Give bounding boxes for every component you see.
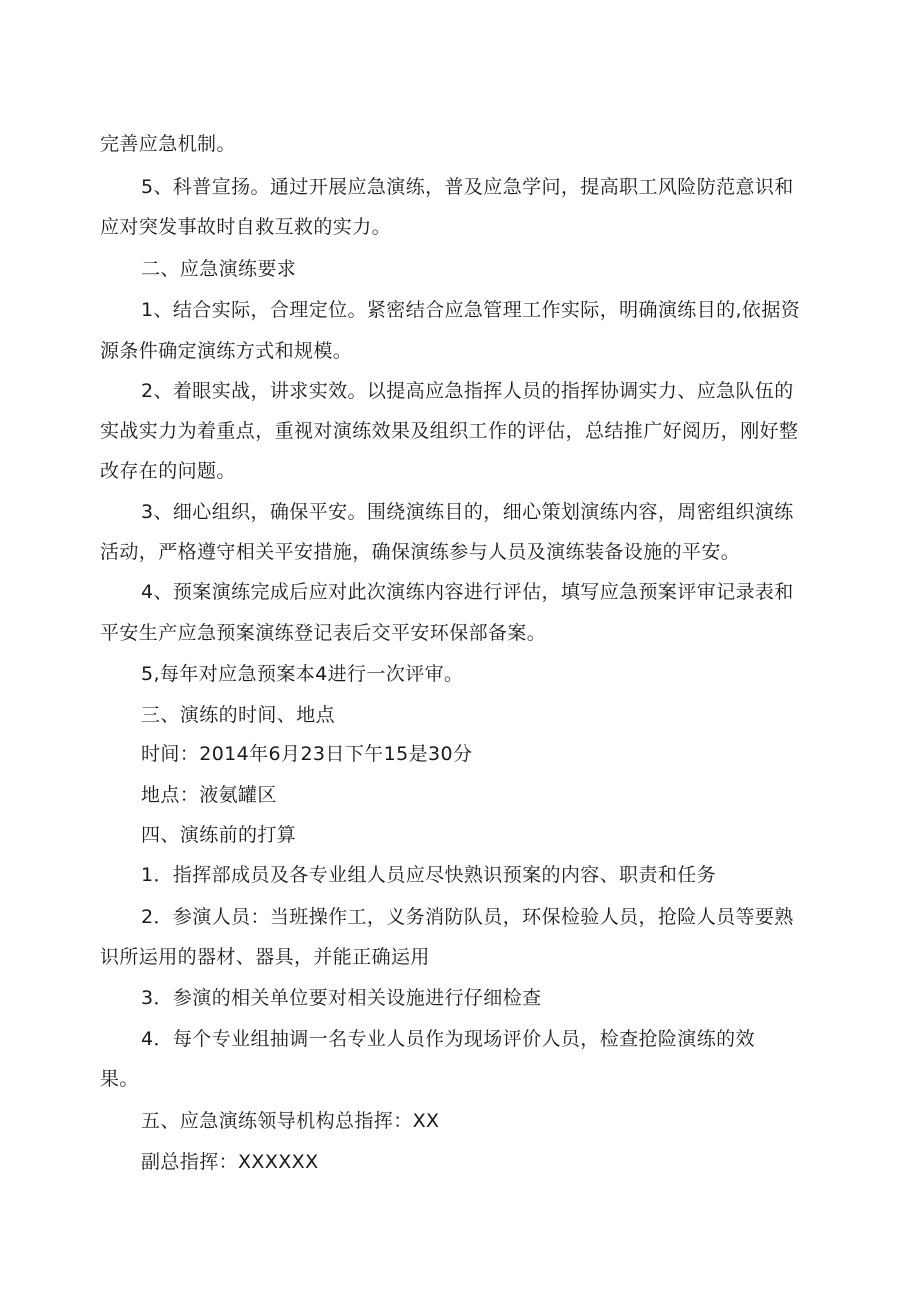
text-line: 5,每年对应急预案本4进行一次评审。 [141,663,464,685]
text-line: 1、结合实际，合理定位。紧密结合应急管理工作实际，明确演练目的,依据资 [141,299,801,321]
section-heading: 四、演练前的打算 [141,824,297,846]
text-line: 平安生产应急预案演练登记表后交平安环保部备案。 [100,622,547,644]
text-line: 应对突发事故时自救互救的实力。 [100,216,392,238]
text-line: 识所运用的器材、器具，并能正确运用 [100,946,430,968]
section-heading: 二、应急演练要求 [141,258,297,280]
text-line: 1．指挥部成员及各专业组人员应尽快熟识预案的内容、职责和任务 [141,864,717,886]
text-line: 活动，严格遵守相关平安措施，确保演练参与人员及演练装备设施的平安。 [100,541,741,563]
text-line: 3．参演的相关单位要对相关设施进行仔细检查 [141,987,542,1009]
text-line: 实战实力为着重点，重视对演练效果及组织工作的评估，总结推广好阅历，刚好整 [100,420,799,442]
section-heading: 三、演练的时间、地点 [141,704,336,726]
text-line: 2、着眼实战，讲求实效。以提高应急指挥人员的指挥协调实力、应急队伍的 [141,380,794,402]
text-line: 4、预案演练完成后应对此次演练内容进行评估，填写应急预案评审记录表和 [141,581,794,603]
text-line: 3、细心组织，确保平安。围绕演练目的，细心策划演练内容，周密组织演练 [141,501,794,523]
text-line: 改存在的问题。 [100,460,236,482]
text-line: 果。 [100,1068,139,1090]
text-line: 4．每个专业组抽调一名专业人员作为现场评价人员，检查抢险演练的效 [141,1028,755,1050]
text-line: 地点：液氨罐区 [141,784,277,806]
section-heading: 五、应急演练领导机构总指挥：XX [141,1110,440,1132]
text-line: 源条件确定演练方式和规模。 [100,340,353,362]
text-line: 5、科普宣扬。通过开展应急演练，普及应急学问，提高职工风险防范意识和 [141,176,794,198]
text-line: 完善应急机制。 [100,133,236,155]
text-line: 2．参演人员：当班操作工，义务消防队员，环保检验人员，抢险人员等要熟 [141,906,794,928]
text-line: 副总指挥：XXXXXX [141,1151,319,1173]
text-line: 时间：2014年6月23日下午15是30分 [141,743,473,765]
